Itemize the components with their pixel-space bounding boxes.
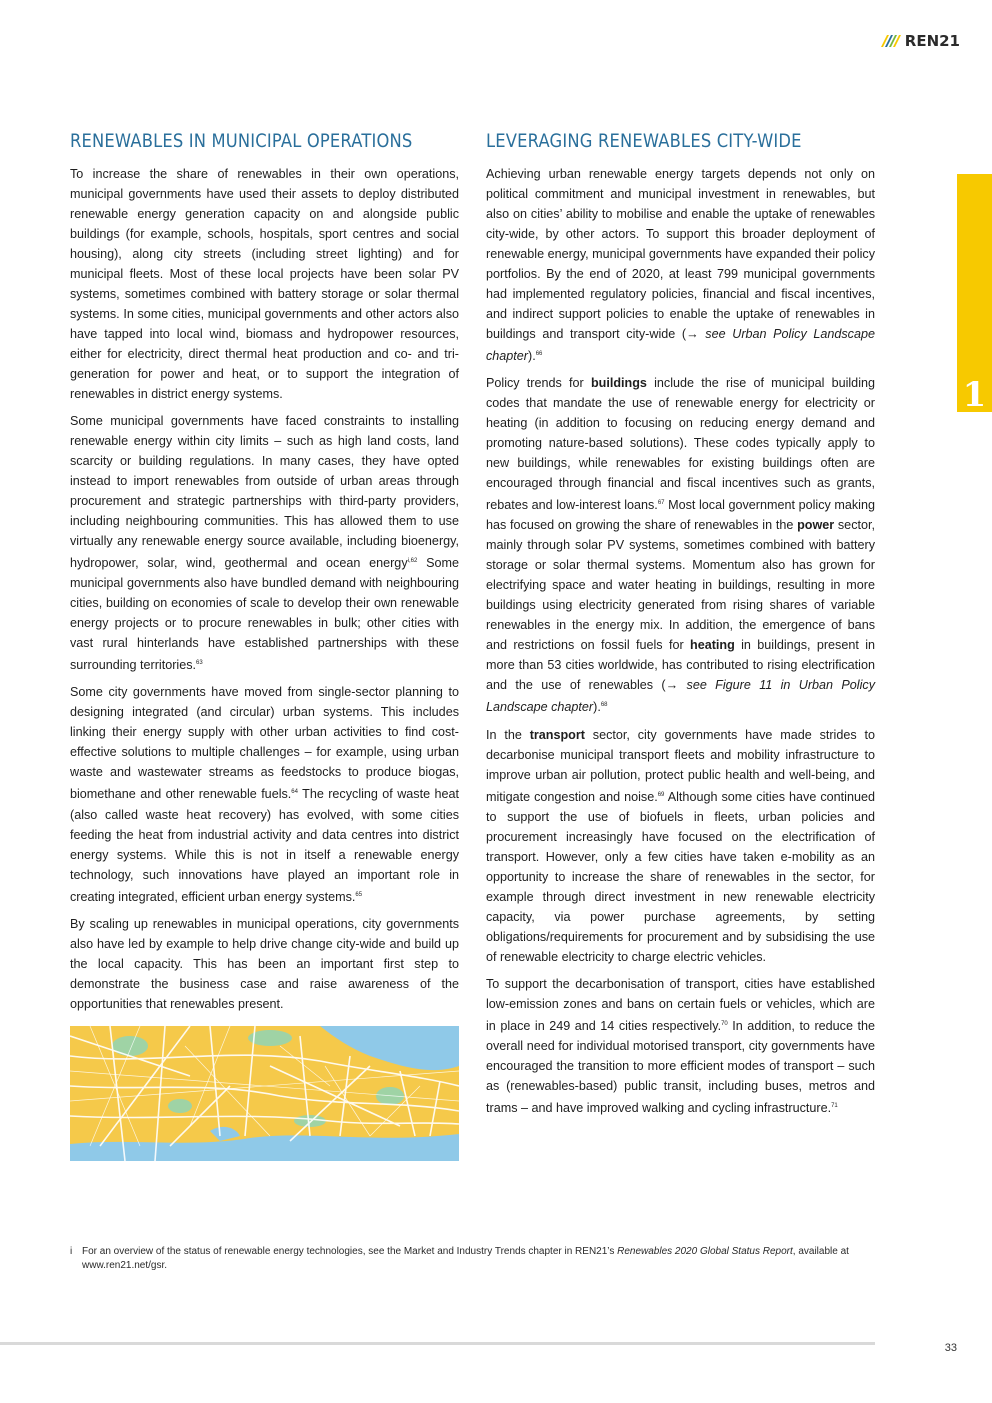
footnote-mark: i xyxy=(70,1246,73,1257)
endnote-ref: 65 xyxy=(355,891,363,898)
keyword-power: power xyxy=(797,518,835,533)
paragraph: Achieving urban renewable energy targets depends not only on political commitment and municipal investment in renewables, but also on cities’ ability to mobilise and enable the uptake of renewables city-wide, by other actors. To support this broader deployment of renewable energy, municipal governments have expanded their policy portfolios. By the end of 2020, at least 799 municipal governments had implemented regulatory policies, financial and fiscal incentives, and indirect support policies to enable the uptake of renewables in buildings and transport city-wide (→ see Urban Policy Landscape chapter).$^{66}$ xyxy=(486,167,876,364)
ren21-logo-icon xyxy=(879,33,901,49)
footer-rule xyxy=(0,1342,875,1345)
section-heading-citywide: LEVERAGING RENEWABLES CITY-WIDE xyxy=(486,130,802,152)
right-column xyxy=(486,128,875,1125)
section-heading-municipal: RENEWABLES IN MUNICIPAL OPERATIONS xyxy=(70,130,413,152)
endnote-ref: 68 xyxy=(600,702,608,709)
paragraph: Policy trends for buildings include the rise of municipal building codes that mandate the use of renewable energy for electricity or heating (in addition to focusing on reducing energy demand and promoting nature-based solutions). These codes typically apply to new buildings, while renewables for existing buildings often are encouraged through financial and fiscal incentives such as grants, rebates and low-interest loans.$^{67}$ Most local government policy making has focused on growing the share of renewables in the power sector, mainly through solar PV systems, sometimes combined with battery storage or solar thermal systems. Momentum also has grown for electrifying space and water heating in buildings, resulting in more buildings using electricity generated from rising shares of variable renewables in the energy mix. In addition, the emergence of bans and restrictions on fossil fuels for heating in buildings, present in more than 53 cities worldwide, has contributed to rising electrification and the use of renewables (→ see Figure 11 in Urban Policy Landscape chapter).$^{68}$ xyxy=(486,376,875,715)
footnote xyxy=(70,1245,870,1273)
city-map-graphic xyxy=(70,1026,459,1161)
endnote-ref: 66 xyxy=(535,351,543,357)
footnote-text: For an overview of the status of renewable energy technologies, see the Market and Industry Trends chapter in REN21’s Renewables 2020 Global Status Report, available at www.ren21.net/gsr. xyxy=(82,1246,849,1271)
keyword-heating: heating xyxy=(690,638,735,653)
endnote-ref: 69 xyxy=(657,791,665,798)
endnote-ref: i,62 xyxy=(407,558,418,564)
page-number: 33 xyxy=(944,1342,957,1354)
cross-reference[interactable]: → see Urban Policy Landscape chapter xyxy=(486,327,875,364)
logo-text: REN21 xyxy=(904,32,960,50)
endnote-ref: 70 xyxy=(721,1020,728,1027)
paragraph: Some city governments have moved from single-sector planning to designing integrated (and circular) urban systems. This includes linking their energy supply with other urban activities to find cost-effective solutions to multiple challenges – for example, using urban waste and wastewater streams as feedstocks to produce biogas, biomethane and other renewable fuels.$^{64}$ The recycling of waste heat (also called waste heat recovery) has evolved, with some cities feeding the heat from industrial activity and data centres into district energy systems. While this is not in itself a renewable energy technology, such innovations have played an important role in creating integrated, efficient urban energy systems.$^{65}$ xyxy=(70,685,459,904)
city-map-illustration xyxy=(70,1026,459,1161)
paragraph: In the transport sector, city governments have made strides to decarbonise municipal transport fleets and mobility infrastructure to improve urban air pollution, protect public health and well-being, and mitigate congestion and noise.$^{69}$ Although some cities have continued to support the use of biofuels in fleets, urban policies and procurement increasingly have focused on the electrification of transport. However, only a few cities have taken e-mobility as an opportunity to increase the share of renewables in the sector, for example through direct investment in new renewable electricity capacity, via power purchase agreements, by setting obligations/requirements for procurement and by subsidising the use of renewable electricity to charge electric vehicles. xyxy=(486,727,875,964)
keyword-transport: transport xyxy=(529,727,585,742)
cross-reference[interactable]: → see Figure 11 in Urban Policy Landscape chapter xyxy=(486,678,875,715)
paragraph: To support the decarbonisation of transport, cities have established low-emission zones and bans on certain fuels or vehicles, which are in place in 249 and 14 cities respectively.$^{70}$ In addition, to reduce the overall need for individual motorised transport, city governments have encouraged the transition to more efficient modes of transport – such as (renewables-based) public transit, including buses, metros and trams – and have improved walking and cycling infrastructure.$^{71}$ xyxy=(486,976,875,1116)
endnote-ref: 71 xyxy=(831,1102,838,1109)
ren21-logo xyxy=(879,31,960,51)
endnote-ref: 67 xyxy=(657,500,665,507)
paragraph: Some municipal governments have faced constraints to installing renewable energy within city limits – such as high land costs, land scarcity or building regulations. In many cases, they have opted instead to import renewables from outside of urban areas through procurement and strategic partnerships with third-party providers, including neighbouring communities. This has allowed them to use virtually any renewable energy source available, including bioenergy, hydropower, solar, wind, geothermal and ocean energy$^{i,62}$ Some municipal governments also have bundled demand with neighbouring cities, building on economies of scale to develop their own renewable energy projects or to procure renewables in bulk; other cities with vast rural hinterlands have established partnerships with these surrounding territories.$^{63}$ xyxy=(70,414,459,673)
left-column xyxy=(70,128,459,1021)
endnote-ref: 64 xyxy=(291,789,298,796)
paragraph: To increase the share of renewables in their own operations, municipal governments have used their assets to deploy distributed renewable energy generation capacity on and alongside public buildings (for example, schools, hospitals, sport centres and social housing), along city streets (including street lighting) and for municipal fleets. Most of these local projects have been solar PV systems, sometimes combined with battery storage or solar thermal systems. In some cities, municipal governments and other actors also have tapped into local wind, biomass and hydropower resources, either for electricity, direct thermal heat production and co- and tri-generation for power and heat, or to support the integration of renewables in district energy systems. xyxy=(70,167,459,401)
chapter-number: 1 xyxy=(962,375,987,415)
report-title: Renewables 2020 Global Status Report xyxy=(617,1246,793,1257)
paragraph: By scaling up renewables in municipal operations, city governments also have led by example to help drive change city-wide and build up the local capacity. This has been an important first step to demonstrate the business case and raise awareness of the opportunities that renewables present. xyxy=(70,916,459,1011)
endnote-ref: 63 xyxy=(196,660,203,667)
keyword-buildings: buildings xyxy=(590,376,647,391)
